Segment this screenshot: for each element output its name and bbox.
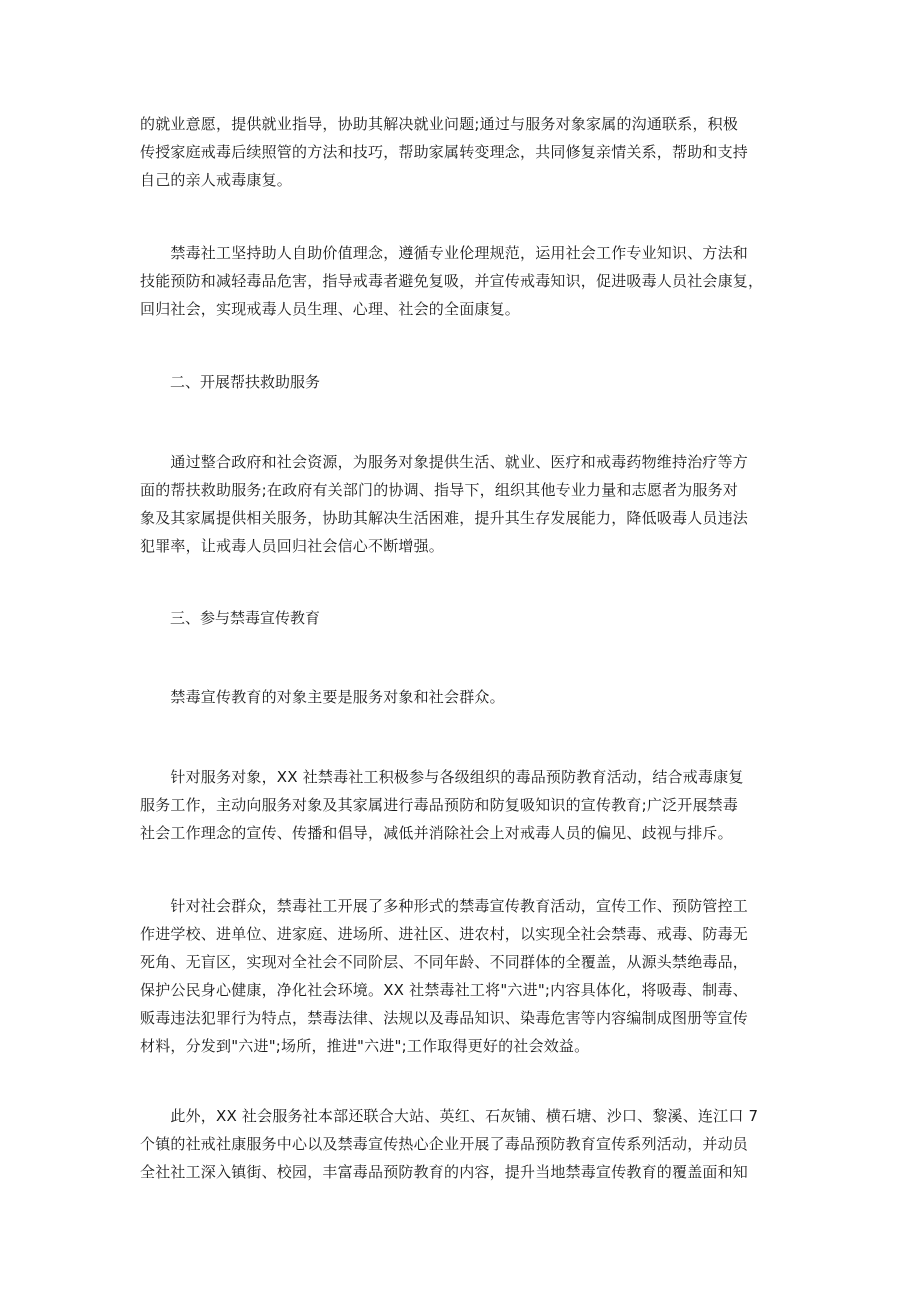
text-line: 针对服务对象，XX 社禁毒社工积极参与各级组织的毒品预防教育活动，结合戒毒康复 (140, 768, 744, 786)
text-line: 的就业意愿，提供就业指导，协助其解决就业问题;通过与服务对象家属的沟通联系，积极 (140, 115, 739, 133)
text-line: 技能预防和减轻毒品危害，指导戒毒者避免复吸，并宣传戒毒知识，促进吸毒人员社会康复， (140, 272, 764, 290)
paragraph-assistance-services (140, 448, 780, 560)
text-line: 通过整合政府和社会资源，为服务对象提供生活、就业、医疗和戒毒药物维持治疗等方 (140, 453, 749, 471)
text-line: 保护公民身心健康，净化社会环境。XX 社禁毒社工将"六进";内容具体化，将吸毒、制毒、 (140, 981, 748, 999)
text-line: 服务工作，主动向服务对象及其家属进行毒品预防和防复吸知识的宣传教育;广泛开展禁毒 (140, 796, 739, 814)
text-line: 象及其家属提供相关服务，协助其解决生活困难，提升其生存发展能力，降低吸毒人员违法 (140, 509, 749, 527)
text-line: 面的帮扶救助服务;在政府有关部门的协调、指导下，组织其他专业力量和志愿者为服务对 (140, 481, 739, 499)
text-line: 自己的亲人戒毒康复。 (140, 171, 293, 189)
text-line: 个镇的社戒社康服务中心以及禁毒宣传热心企业开展了毒品预防教育宣传系列活动，并动员 (140, 1135, 749, 1153)
text-line: 针对社会群众，禁毒社工开展了多种形式的禁毒宣传教育活动，宣传工作、预防管控工 (140, 897, 749, 915)
text-line: 材料，分发到"六进";场所，推进"六进";工作取得更好的社会效益。 (140, 1037, 590, 1055)
text-line: 全社社工深入镇街、校园，丰富毒品预防教育的内容，提升当地禁毒宣传教育的覆盖面和知 (140, 1163, 749, 1181)
text-line: 死角、无盲区，实现对全社会不同阶层、不同年龄、不同群体的全覆盖，从源头禁绝毒品， (140, 953, 749, 971)
text-line: 禁毒宣传教育的对象主要是服务对象和社会群众。 (140, 688, 505, 706)
paragraph-social-worker-philosophy (140, 239, 780, 323)
paragraph-public-education (140, 892, 780, 1060)
text-line: 贩毒违法犯罪行为特点，禁毒法律、法规以及毒品知识、染毒危害等内容编制成图册等宣传 (140, 1009, 749, 1027)
text-line: 犯罪率，让戒毒人员回归社会信心不断增强。 (140, 537, 445, 555)
paragraph-joint-activities (140, 1102, 780, 1186)
text-line: 回归社会，实现戒毒人员生理、心理、社会的全面康复。 (140, 300, 521, 318)
text-line: 传授家庭戒毒后续照管的方法和技巧，帮助家属转变理念，共同修复亲情关系，帮助和支持 (140, 143, 749, 161)
text-line: 此外，XX 社会服务社本部还联合大站、英红、石灰铺、横石塘、沙口、黎溪、连江口 7 (140, 1107, 759, 1125)
paragraph-family-support (140, 110, 780, 194)
paragraph-education-targets (140, 683, 780, 711)
section-heading-2: 二、开展帮扶救助服务 (140, 373, 321, 391)
text-line: 禁毒社工坚持助人自助价值理念，遵循专业伦理规范，运用社会工作专业知识、方法和 (140, 244, 749, 262)
text-line: 社会工作理念的宣传、传播和倡导，减低并消除社会上对戒毒人员的偏见、歧视与排斥。 (140, 824, 733, 842)
section-heading-3: 三、参与禁毒宣传教育 (140, 609, 321, 627)
paragraph-service-targets (140, 763, 780, 847)
text-line: 作进学校、进单位、进家庭、进场所、进社区、进农村，以实现全社会禁毒、戒毒、防毒无 (140, 925, 749, 943)
